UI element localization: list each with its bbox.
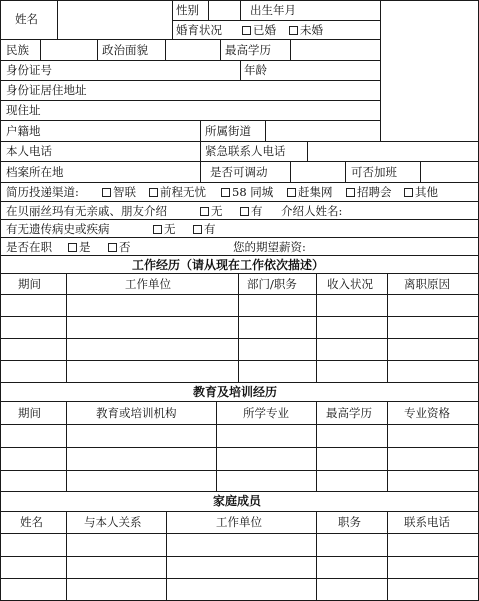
disease-have-checkbox[interactable] [193, 222, 216, 236]
channel-option-label: 58 同城 [232, 185, 274, 199]
channel-option-label: 招聘会 [357, 185, 392, 199]
rule [387, 511, 388, 601]
channel-jobfair-checkbox[interactable] [346, 185, 392, 199]
street-label: 所属街道 [205, 124, 251, 138]
channel-58-checkbox[interactable] [221, 185, 273, 199]
relatives-label: 在贝丽丝玛有无亲戚、朋友介绍 [6, 204, 167, 218]
channel-ganji-checkbox[interactable] [287, 185, 333, 199]
family-header-employer: 工作单位 [216, 515, 262, 529]
rule [66, 511, 67, 601]
referrer-label: 介绍人姓名: [281, 204, 343, 218]
employed-no-checkbox[interactable] [108, 240, 131, 254]
education-level-label: 最高学历 [225, 43, 271, 57]
rule [0, 255, 479, 256]
transferable-label: 是否可调动 [210, 165, 268, 179]
rule [0, 141, 479, 142]
family-section-title: 家庭成员 [213, 494, 262, 508]
rule [316, 273, 317, 382]
checkbox-icon [242, 26, 251, 35]
family-header-name: 姓名 [20, 515, 43, 529]
checkbox-icon [287, 188, 296, 197]
rule [0, 401, 479, 402]
hukou-label: 户籍地 [6, 124, 41, 138]
channel-option-label: 前程无忧 [160, 185, 206, 199]
work-header-reason: 离职原因 [404, 277, 450, 291]
checkbox-icon [346, 188, 355, 197]
rule [316, 401, 317, 491]
rule [290, 39, 291, 60]
rule [0, 382, 479, 383]
rule [97, 39, 98, 60]
rule [238, 273, 239, 382]
checkbox-icon [153, 225, 162, 234]
rule [0, 100, 380, 101]
disease-label: 有无遗传病史或疾病 [6, 222, 110, 236]
work-header-income: 收入状况 [327, 277, 373, 291]
rule [165, 39, 166, 60]
phone-label: 本人电话 [6, 144, 52, 158]
relatives-have-checkbox[interactable] [240, 204, 263, 218]
rule [0, 424, 479, 425]
channel-other-checkbox[interactable] [404, 185, 438, 199]
rule [0, 447, 479, 448]
married-option-label: 已婚 [253, 23, 276, 37]
political-status-label: 政治面貌 [102, 43, 148, 57]
name-label: 姓名 [15, 12, 38, 26]
rule [265, 120, 266, 141]
work-header-position: 部门/职务 [247, 277, 297, 291]
channel-label: 简历投递渠道: [6, 185, 79, 199]
rule [240, 60, 241, 80]
rule [307, 141, 308, 161]
rule [220, 39, 221, 60]
rule [0, 470, 479, 471]
family-header-position: 职务 [338, 515, 361, 529]
marital-status-label: 婚育状况 [176, 23, 222, 37]
employed-label: 是否在职 [6, 240, 52, 254]
ethnicity-label: 民族 [6, 43, 29, 57]
rule [0, 80, 380, 81]
checkbox-icon [108, 243, 117, 252]
rule [0, 360, 479, 361]
no-option-label: 否 [119, 240, 131, 254]
rule [290, 161, 291, 182]
id-number-label: 身份证号 [6, 63, 52, 77]
rule [0, 182, 479, 183]
expected-salary-label: 您的期望薪资: [233, 240, 306, 254]
rule [66, 401, 67, 491]
checkbox-icon [404, 188, 413, 197]
rule [0, 556, 479, 557]
rule [166, 511, 167, 601]
edu-header-institution: 教育或培训机构 [96, 406, 177, 420]
checkbox-icon [240, 207, 249, 216]
rule [216, 401, 217, 491]
rule [0, 201, 479, 202]
rule [0, 237, 479, 238]
rule [0, 491, 479, 492]
edu-header-major: 所学专业 [243, 406, 289, 420]
edu-header-degree: 最高学历 [326, 406, 372, 420]
rule [208, 0, 209, 20]
edu-header-qualification: 专业资格 [404, 406, 450, 420]
have-option-label: 有 [251, 204, 263, 218]
checkbox-icon [221, 188, 230, 197]
family-header-relationship: 与本人关系 [84, 515, 142, 529]
yes-option-label: 是 [79, 240, 91, 254]
education-section-title: 教育及培训经历 [193, 385, 278, 399]
gender-label: 性别 [176, 3, 199, 17]
none-option-label: 无 [211, 204, 223, 218]
overtime-label: 可否加班 [351, 165, 397, 179]
rule [200, 120, 201, 141]
rule [0, 120, 380, 121]
rule [57, 0, 58, 39]
rule [0, 294, 479, 295]
rule [0, 511, 479, 512]
rule [172, 0, 173, 39]
checkbox-icon [289, 26, 298, 35]
rule [0, 533, 479, 534]
current-address-label: 现住址 [6, 103, 41, 117]
rule [0, 161, 479, 162]
disease-none-checkbox[interactable] [153, 222, 176, 236]
employed-yes-checkbox[interactable] [68, 240, 91, 254]
work-header-employer: 工作单位 [125, 277, 171, 291]
rule [380, 0, 381, 141]
channel-51job-checkbox[interactable] [149, 185, 206, 199]
rule [66, 273, 67, 382]
checkbox-icon [68, 243, 77, 252]
rule [200, 161, 201, 182]
rule [0, 338, 479, 339]
work-header-period: 期间 [18, 277, 41, 291]
photo-area [380, 0, 479, 141]
emergency-phone-label: 紧急联系人电话 [205, 144, 286, 158]
rule [240, 0, 241, 20]
unmarried-checkbox[interactable] [289, 23, 323, 37]
rule [345, 161, 346, 182]
relatives-none-checkbox[interactable] [200, 204, 223, 218]
channel-zhilian-checkbox[interactable] [102, 185, 136, 199]
rule [387, 273, 388, 382]
rule [387, 401, 388, 491]
channel-option-label: 智联 [113, 185, 136, 199]
rule [420, 161, 421, 182]
married-checkbox[interactable] [242, 23, 276, 37]
channel-option-label: 赶集网 [298, 185, 333, 199]
rule [0, 60, 380, 61]
rule [316, 511, 317, 601]
have-option-label: 有 [204, 222, 216, 236]
rule [0, 316, 479, 317]
rule [0, 39, 380, 40]
archive-location-label: 档案所在地 [6, 165, 64, 179]
edu-header-period: 期间 [18, 406, 41, 420]
birth-date-label: 出生年月 [250, 3, 296, 17]
channel-option-label: 其他 [415, 185, 438, 199]
rule [40, 39, 41, 60]
checkbox-icon [102, 188, 111, 197]
id-address-label: 身份证居住地址 [6, 83, 87, 97]
rule [0, 578, 479, 579]
checkbox-icon [149, 188, 158, 197]
family-header-phone: 联系电话 [404, 515, 450, 529]
age-label: 年龄 [244, 63, 267, 77]
checkbox-icon [193, 225, 202, 234]
none-option-label: 无 [164, 222, 176, 236]
work-section-title: 工作经历（请从现在工作依次描述） [132, 258, 325, 272]
checkbox-icon [200, 207, 209, 216]
rule [0, 219, 479, 220]
unmarried-option-label: 未婚 [300, 23, 323, 37]
rule [172, 20, 380, 21]
rule [200, 141, 201, 161]
rule [0, 273, 479, 274]
